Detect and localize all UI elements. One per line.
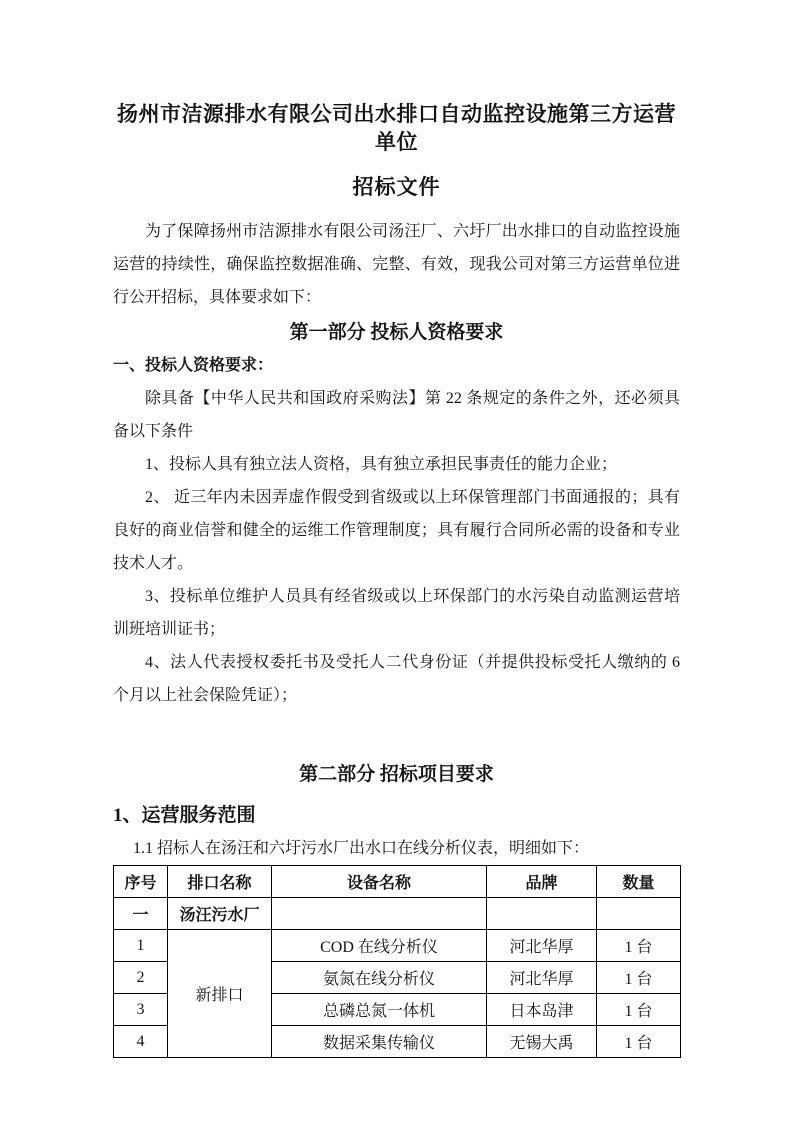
row-qty: 1 台 — [597, 962, 681, 994]
header-cell-device: 设备名称 — [272, 866, 487, 898]
part1-paragraph-4: 3、投标单位维护人员具有经省级或以上环保部门的水污染自动监测运营培训班培训证书； — [113, 588, 680, 638]
table-intro-paragraph: 1.1 招标人在汤汪和六圩污水厂出水口在线分析仪表，明细如下： — [133, 840, 590, 857]
row-no: 3 — [114, 994, 168, 1026]
part1-paragraph-1: 除具备【中华人民共和国政府采购法】第 22 条规定的条件之外，还必须具备以下条件 — [113, 390, 680, 440]
outlet-group-cell: 新排口 — [168, 930, 272, 1058]
part1-paragraph-2: 1、投标人具有独立法人资格，具有独立承担民事责任的能力企业； — [145, 456, 618, 473]
row-qty: 1 台 — [597, 994, 681, 1026]
part1-paragraph-5: 4、法人代表授权委托书及受托人二代身份证（并提供投标受托人缴纳的 6 个月以上社会保险凭证）； — [113, 654, 680, 704]
table-group-row — [114, 898, 681, 930]
header-cell-qty: 数量 — [597, 866, 681, 898]
doc-intro-paragraph: 为了保障扬州市洁源排水有限公司汤汪厂、六圩厂出水排口的自动监控设施运营的持续性，确保监控数据准确、完整、有效，现我公司对第三方运营单位进行公开招标，具体要求如下： — [113, 223, 680, 306]
row-device: 总磷总氮一体机 — [272, 994, 487, 1026]
table-row — [114, 930, 681, 962]
part2-section-heading: 1、运营服务范围 — [113, 805, 256, 826]
header-cell-no: 序号 — [114, 866, 168, 898]
group-row-outlet: 汤汪污水厂 — [168, 898, 272, 930]
header-cell-brand: 品牌 — [487, 866, 597, 898]
doc-title-line1: 扬州市洁源排水有限公司出水排口自动监控设施第三方运营单位 — [117, 102, 676, 154]
row-brand: 日本岛津 — [487, 994, 597, 1026]
row-brand: 河北华厚 — [487, 962, 597, 994]
table-cell-empty — [487, 898, 597, 930]
row-device: 氨氮在线分析仪 — [272, 962, 487, 994]
group-row-no: 一 — [114, 898, 168, 930]
header-cell-outlet: 排口名称 — [168, 866, 272, 898]
part1-paragraph-3: 2、 近三年内未因弄虚作假受到省级或以上环保管理部门书面通报的；具有良好的商业信誉和健全的运维工作管理制度；具有履行合同所必需的设备和专业技术人才。 — [113, 489, 680, 572]
row-no: 4 — [114, 1026, 168, 1058]
row-device: COD 在线分析仪 — [272, 930, 487, 962]
row-qty: 1 台 — [597, 930, 681, 962]
row-no: 1 — [114, 930, 168, 962]
table-cell-empty — [272, 898, 487, 930]
part1-clause-heading: 一、投标人资格要求： — [113, 357, 274, 374]
table-header-row — [114, 866, 681, 898]
row-brand: 河北华厚 — [487, 930, 597, 962]
row-brand: 无锡大禹 — [487, 1026, 597, 1058]
doc-title-line2: 招标文件 — [352, 175, 441, 199]
row-qty: 1 台 — [597, 1026, 681, 1058]
part1-heading: 第一部分 投标人资格要求 — [289, 322, 504, 343]
part2-heading: 第二部分 招标项目要求 — [299, 764, 494, 785]
row-device: 数据采集传输仪 — [272, 1026, 487, 1058]
table-cell-empty — [597, 898, 681, 930]
row-no: 2 — [114, 962, 168, 994]
device-table — [113, 865, 681, 1058]
